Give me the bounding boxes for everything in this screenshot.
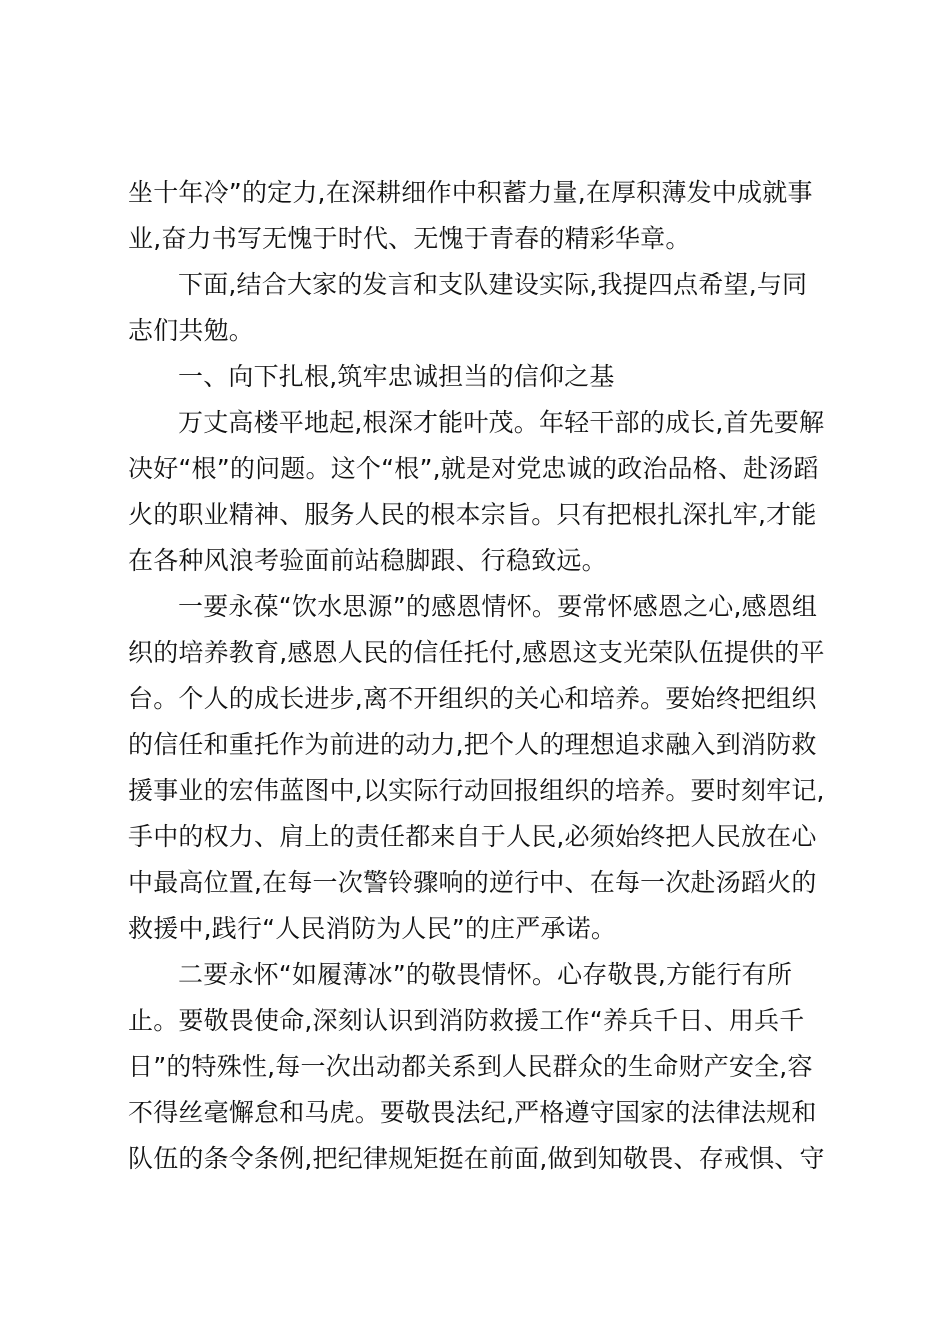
paragraph-start: 二要永怀“如履薄冰”的敬畏情怀。心存敬畏,方能行有所: [178, 960, 793, 989]
text-line: 的信任和重托作为前进的动力,把个人的理想追求融入到消防救: [128, 730, 817, 759]
text-line: 在各种风浪考验面前站稳脚跟、行稳致远。: [128, 546, 607, 575]
text-line: 手中的权力、肩上的责任都来自于人民,必须始终把人民放在心: [128, 822, 817, 851]
text-line: 中最高位置,在每一次警铃骤响的逆行中、在每一次赴汤蹈火的: [128, 868, 817, 897]
text-line: 志们共勉。: [128, 316, 255, 345]
paragraph-start: 一要永葆“饮水思源”的感恩情怀。要常怀感恩之心,感恩组: [178, 592, 818, 621]
text-line: 决好“根”的问题。这个“根”,就是对党忠诚的政治品格、赴汤蹈: [128, 454, 819, 483]
text-line: 救援中,践行“人民消防为人民”的庄严承诺。: [128, 914, 617, 943]
text-line: 业,奋力书写无愧于时代、无愧于青春的精彩华章。: [128, 224, 691, 253]
text-line: 不得丝毫懈怠和马虎。要敬畏法纪,严格遵守国家的法律法规和: [128, 1098, 817, 1127]
paragraph-start: 下面,结合大家的发言和支队建设实际,我提四点希望,与同: [178, 270, 808, 299]
text-line: 止。要敬畏使命,深刻认识到消防救援工作“养兵千日、用兵千: [128, 1006, 805, 1035]
text-line: 台。个人的成长进步,离不开组织的关心和培养。要始终把组织: [128, 684, 817, 713]
text-line: 队伍的条令条例,把纪律规矩挺在前面,做到知敬畏、存戒惧、守: [128, 1144, 825, 1173]
text-line: 援事业的宏伟蓝图中,以实际行动回报组织的培养。要时刻牢记,: [128, 776, 825, 805]
text-line: 火的职业精神、服务人民的根本宗旨。只有把根扎深扎牢,才能: [128, 500, 817, 529]
paragraph-start: 万丈高楼平地起,根深才能叶茂。年轻干部的成长,首先要解: [178, 408, 825, 437]
section-heading: 一、向下扎根,筑牢忠诚担当的信仰之基: [178, 362, 615, 391]
text-line: 日”的特殊性,每一次出动都关系到人民群众的生命财产安全,容: [128, 1052, 813, 1081]
text-line: 坐十年冷”的定力,在深耕细作中积蓄力量,在厚积薄发中成就事: [128, 178, 813, 207]
text-line: 织的培养教育,感恩人民的信任托付,感恩这支光荣队伍提供的平: [128, 638, 825, 667]
